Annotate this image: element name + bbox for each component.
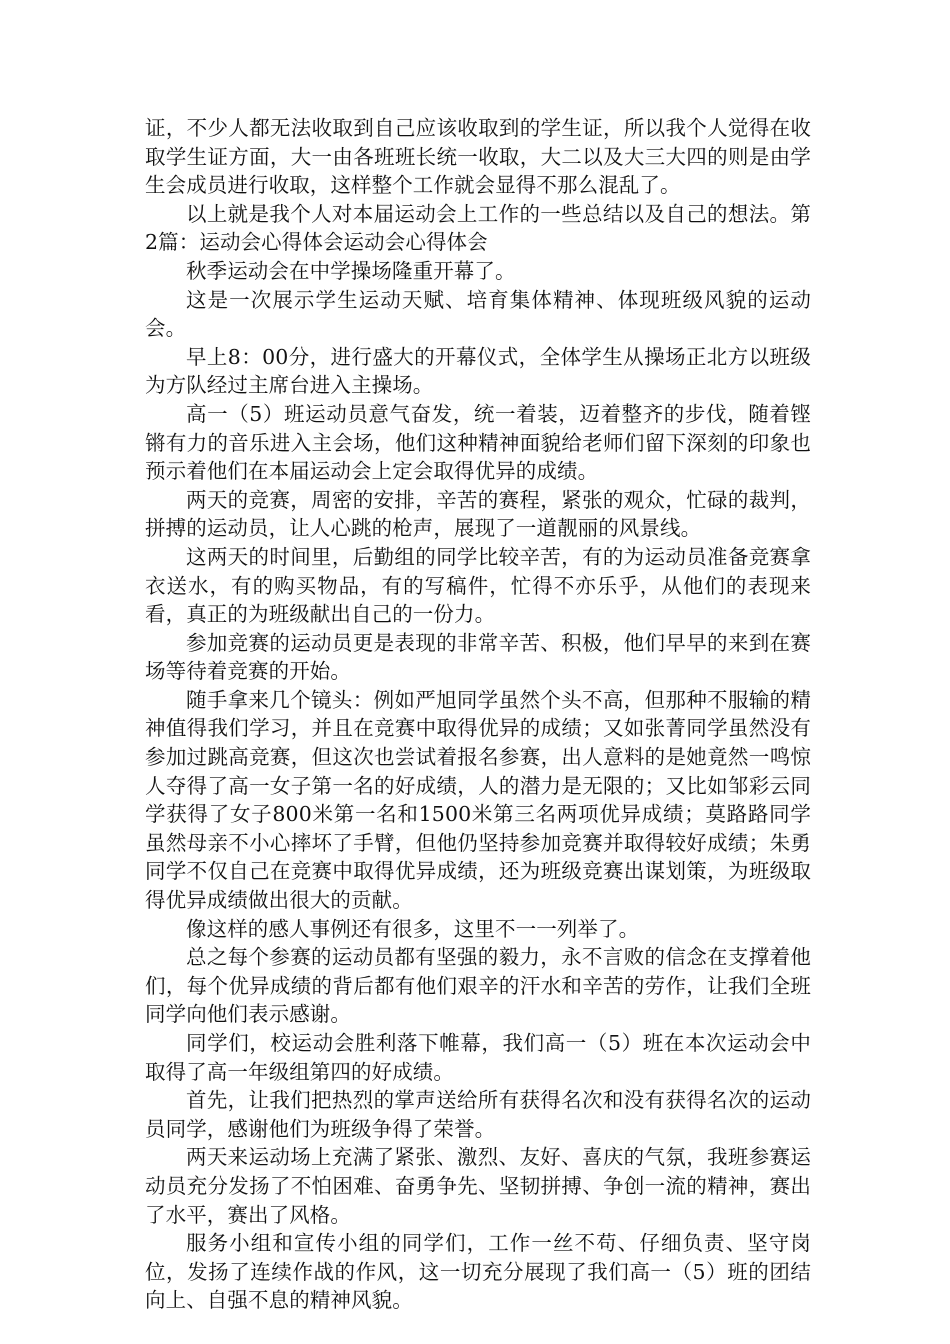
paragraph: 同学们，校运动会胜利落下帷幕，我们高一（5）班在本次运动会中取得了高一年级组第四的好成绩。 [145, 1031, 811, 1084]
paragraph: 首先，让我们把热烈的掌声送给所有获得名次和没有获得名次的运动员同学，感谢他们为班级争得了荣誉。 [145, 1088, 811, 1141]
paragraph: 两天的竞赛，周密的安排，辛苦的赛程，紧张的观众，忙碌的裁判，拼搏的运动员，让人心跳的枪声，展现了一道靓丽的风景线。 [145, 487, 811, 541]
paragraph: 高一（5）班运动员意气奋发，统一着装，迈着整齐的步伐，随着铿锵有力的音乐进入主会场，他们这种精神面貌给老师们留下深刻的印象也预示着他们在本届运动会上定会取得优异的成绩。 [145, 401, 811, 484]
document-body [145, 114, 811, 1315]
paragraph: 这是一次展示学生运动天赋、培育集体精神、体现班级风貌的运动会。 [145, 287, 811, 341]
paragraph: 服务小组和宣传小组的同学们，工作一丝不苟、仔细负责、坚守岗位，发扬了连续作战的作风，这一切充分展现了我们高一（5）班的团结向上、自强不息的精神风貌。 [145, 1231, 811, 1313]
paragraph: 两天来运动场上充满了紧张、激烈、友好、喜庆的气氛，我班参赛运动员充分发扬了不怕困难、奋勇争先、坚韧拼搏、争创一流的精神，赛出了水平，赛出了风格。 [145, 1145, 811, 1227]
paragraph: 随手拿来几个镜头：例如严旭同学虽然个头不高，但那种不服输的精神值得我们学习，并且在竞赛中取得优异的成绩；又如张菁同学虽然没有参加过跳高竞赛，但这次也尝试着报名参赛，出人意料的是她竟然一鸣惊人夺得了高一女子第一名的好成绩，人的潜力是无限的；又比如邹彩云同学获得了女子800米第一名和1500米第三名两项优异成绩；莫路路同学虽然母亲不小心摔坏了手臂，但他仍坚持参加竞赛并取得较好成绩；朱勇同学不仅自己在竞赛中取得优异成绩，还为班级竞赛出谋划策，为班级取得优异成绩做出很大的贡献。 [145, 687, 811, 913]
paragraph: 早上8：00分，进行盛大的开幕仪式，全体学生从操场正北方以班级为方队经过主席台进入主操场。 [145, 344, 811, 398]
paragraph: 以上就是我个人对本届运动会上工作的一些总结以及自己的想法。第2篇：运动会心得体会运动会心得体会 [145, 201, 811, 255]
paragraph: 参加竞赛的运动员更是表现的非常辛苦、积极，他们早早的来到在赛场等待着竞赛的开始。 [145, 630, 811, 684]
paragraph: 秋季运动会在中学操场隆重开幕了。 [186, 258, 516, 283]
paragraph-continued: 证，不少人都无法收取到自己应该收取到的学生证，所以我个人觉得在收取学生证方面，大一由各班班长统一收取，大二以及大三大四的则是由学生会成员进行收取，这样整个工作就会显得不那么混乱了。 [145, 116, 811, 198]
paragraph: 总之每个参赛的运动员都有坚强的毅力，永不言败的信念在支撑着他们，每个优异成绩的背后都有他们艰辛的汗水和辛苦的劳作，让我们全班同学向他们表示感谢。 [145, 945, 811, 1027]
paragraph: 像这样的感人事例还有很多，这里不一一列举了。 [186, 916, 640, 941]
paragraph: 这两天的时间里，后勤组的同学比较辛苦，有的为运动员准备竞赛拿衣送水，有的购买物品，有的写稿件，忙得不亦乐乎，从他们的表现来看，真正的为班级献出自己的一份力。 [145, 544, 811, 627]
